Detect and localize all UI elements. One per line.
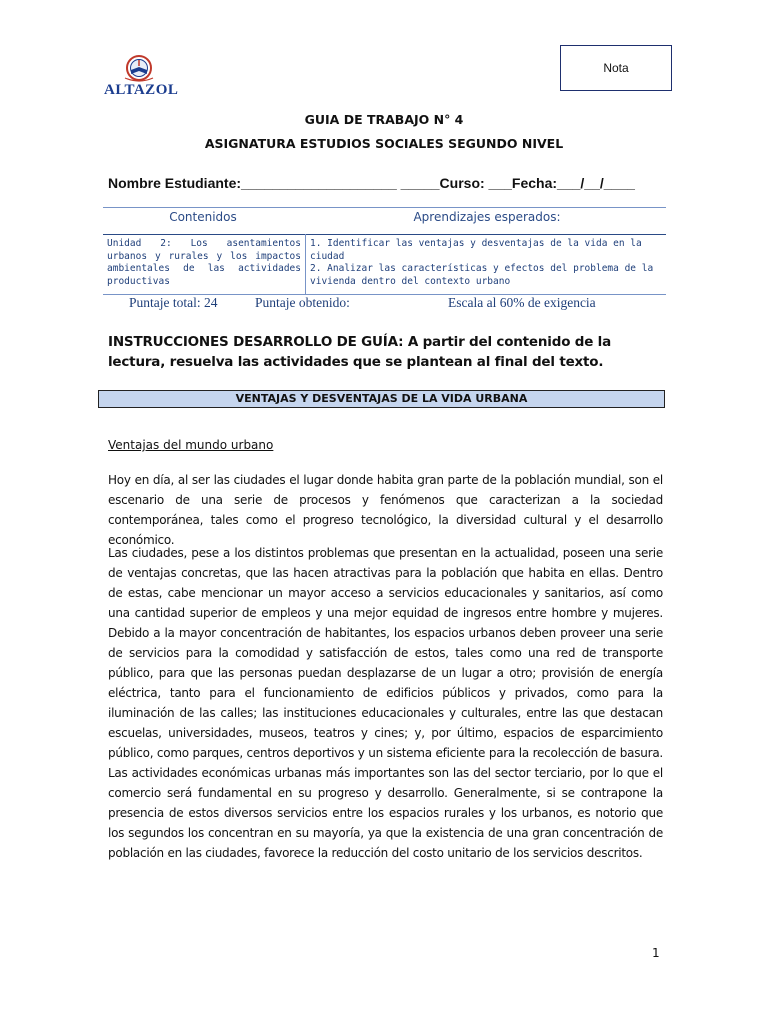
contents-table: [103, 207, 666, 310]
school-logo: [104, 54, 179, 102]
unit-description: Unidad 2: Los asentamientos urbanos y rurales y los impactos ambientales de las actividades productivas: [107, 238, 301, 287]
grading-scale: Escala al 60% de exigencia: [448, 295, 596, 310]
table-header-contenidos: Contenidos: [169, 210, 237, 224]
grade-label: Nota: [603, 61, 629, 75]
school-emblem-icon: [120, 54, 158, 84]
paragraph-2: Las ciudades, pese a los distintos problemas que presentan en la actualidad, poseen una serie de ventajas concretas, que las hacen atractivas para la población que habita en ellas. Dentro de estas, cabe mencionar un mayor acceso a servicios educacionales y sanitarios, así como una cantidad superior de empleos y una mejor equidad de ingresos entre hombre y mujeres. Debido a la mayor concentración de habitantes, los espacios urbanos deben proveer una serie de servicios para la comodidad y satisfacción de estos, tales como una red de transporte público, para que las personas puedan desplazarse de un lugar a otro; provisión de energía eléctrica, tanto para el funcionamiento de edificios públicos y privados, como para la iluminación de las calles; las instituciones educacionales y culturales, entre las que destacan escuelas, universidades, museos, teatros y cines; y, por último, espacios de esparcimiento público, como parques, centros deportivos y un sistema eficiente para la recolección de basura. Las actividades económicas urbanas más importantes son las del sector terciario, por lo que el comercio será fundamental en su progreso y desarrollo. Generalmente, si se contrapone la presencia de estos diversos servicios entre los espacios rurales y los urbanos, es notorio que los segundos los concentran en su mayoría, ya que la existencia de una gran concentración de población en las ciudades, favorece la reducción del costo unitario de los servicios descritos.: [108, 546, 663, 860]
table-header-aprendizajes: Aprendizajes esperados:: [413, 210, 561, 224]
table-header-divider: [103, 234, 666, 235]
subheading: Ventajas del mundo urbano: [108, 438, 274, 452]
grade-box: [560, 45, 672, 91]
guide-title: GUIA DE TRABAJO N° 4: [304, 112, 464, 127]
section-title-bar: VENTAJAS Y DESVENTAJAS DE LA VIDA URBANA: [98, 390, 665, 408]
obtained-score: Puntaje obtenido:: [255, 295, 350, 310]
total-score: Puntaje total: 24: [129, 295, 218, 310]
subject-title: ASIGNATURA ESTUDIOS SOCIALES SEGUNDO NIVEL: [204, 136, 564, 151]
student-info-line: Nombre Estudiante:____________________ _____Curso: ___Fecha:___/__/____: [108, 175, 635, 191]
table-column-divider: [305, 234, 306, 294]
logo-text: ALTAZOL: [104, 82, 179, 98]
learning-goal-1: 1. Identificar las ventajas y desventajas de la vida en la ciudad: [310, 238, 642, 262]
instructions: INSTRUCCIONES DESARROLLO DE GUÍA: A partir del contenido de la lectura, resuelva las actividades que se plantean al final del texto.: [108, 334, 612, 370]
learning-goal-2: 2. Analizar las características y efectos del problema de la vivienda dentro del contexto urbano: [310, 263, 654, 287]
page-number: 1: [652, 946, 660, 960]
paragraph-1: Hoy en día, al ser las ciudades el lugar donde habita gran parte de la población mundial, son el escenario de una serie de procesos y fenómenos que caracterizan a la sociedad contemporánea, tales como el progreso tecnológico, la diversidad cultural y el desarrollo económico.: [108, 473, 663, 547]
